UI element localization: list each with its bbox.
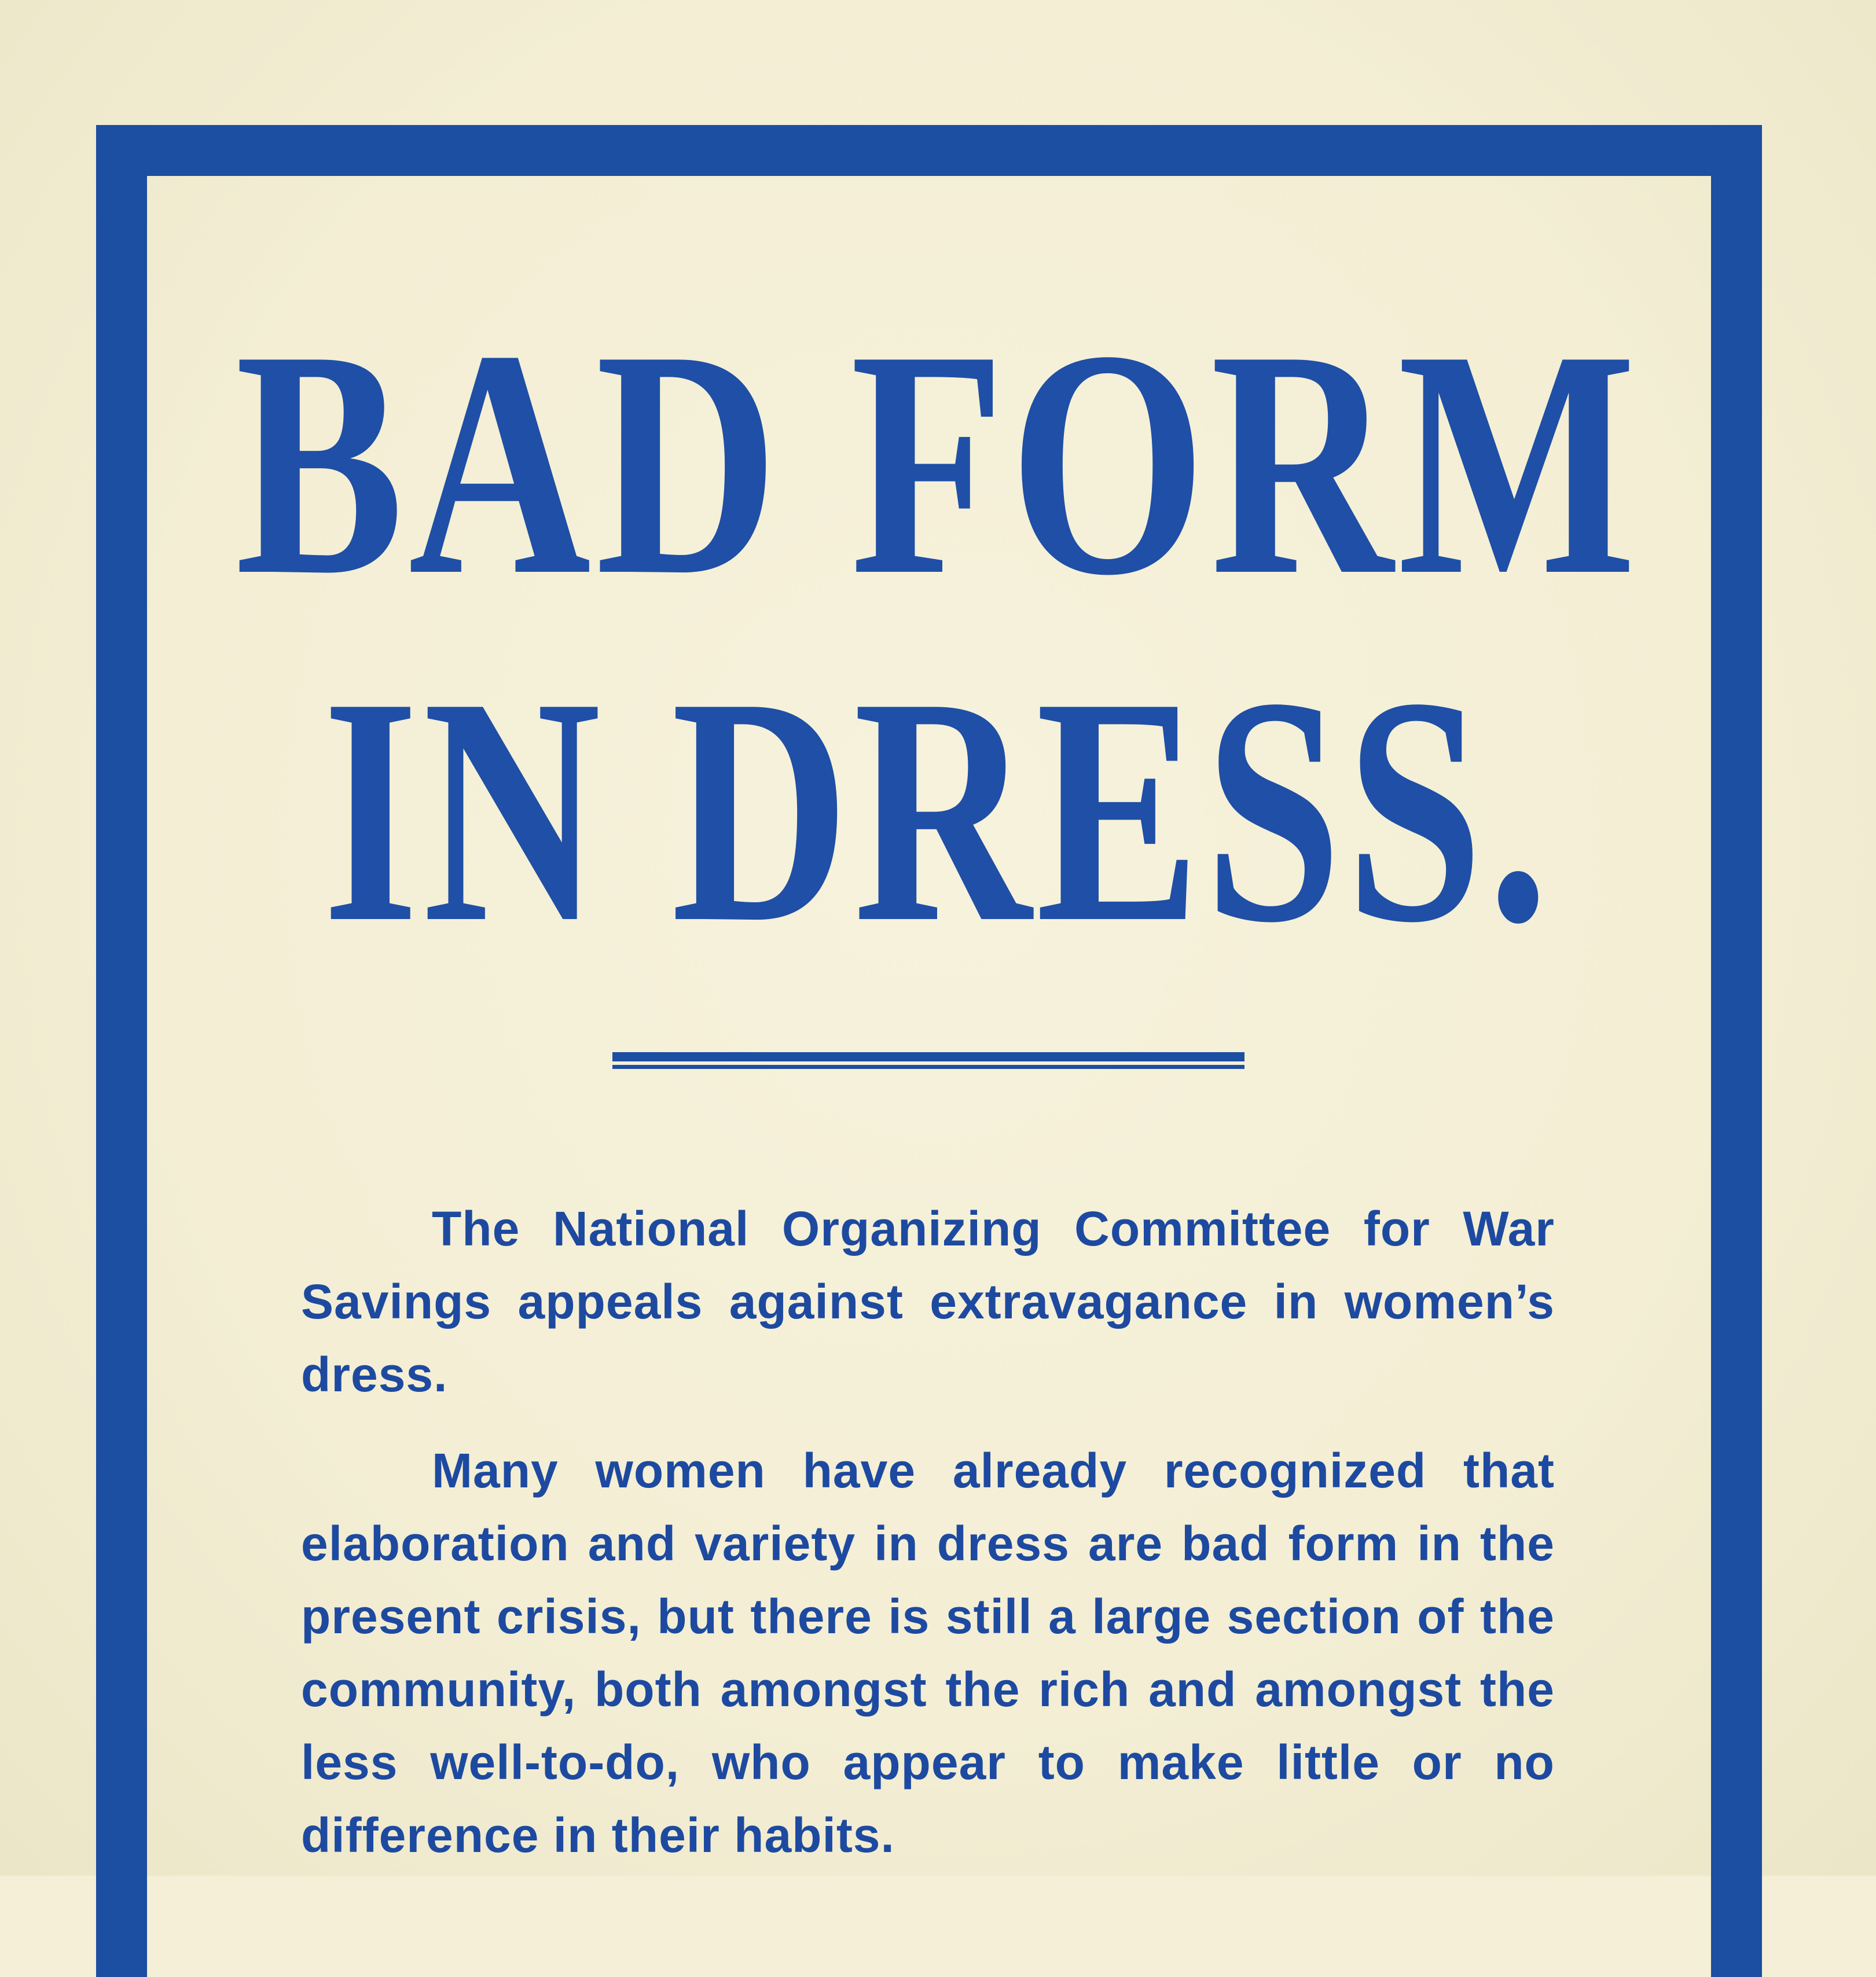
paragraph-1: The National Organizing Committee for War Savings appeals against extravagance in women’s dress. <box>301 1201 1555 1402</box>
headline-line-2: IN DRESS. <box>322 631 1554 990</box>
paragraph-2: Many women have already recognized that elaboration and variety in dress are bad form in the present crisis, but there is still a large section of the community, both amongst the rich and amongst the less well-to-do, who appear to make little or no difference in their habits. <box>301 1443 1555 1862</box>
divider-rule-thin <box>612 1065 1244 1069</box>
body-text <box>301 1192 1555 1895</box>
divider-rule-thick <box>612 1052 1244 1061</box>
headline-line-1: BAD FORM <box>235 284 1641 642</box>
